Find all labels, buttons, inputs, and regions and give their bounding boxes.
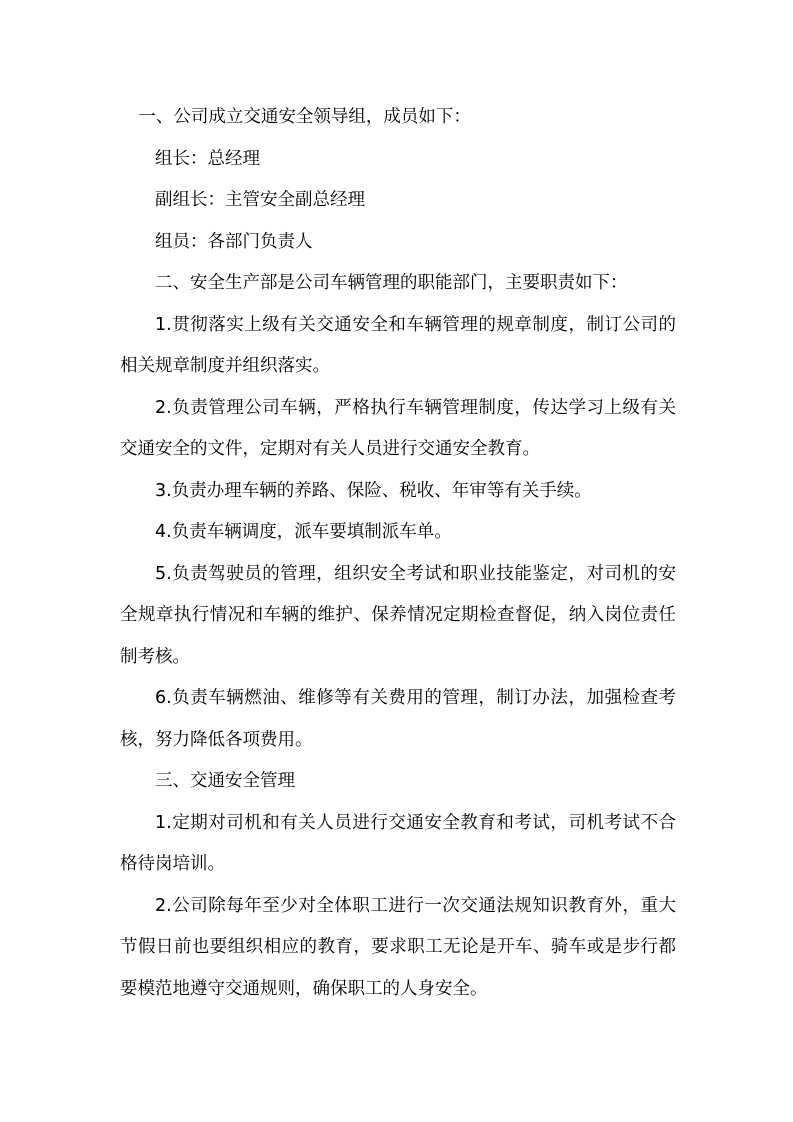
section-heading-safety-department: 二、安全生产部是公司车辆管理的职能部门，主要职责如下： [155,273,628,293]
paragraph-duty-1: 1.贯彻落实上级有关交通安全和车辆管理的规章制度，制订公司的相关规章制度并组织落实。 [120,314,676,376]
section-heading-traffic-safety: 三、交通安全管理 [155,771,295,791]
paragraph-group-members: 组员：各部门负责人 [155,231,313,252]
paragraph-duty-2: 2.负责管理公司车辆，严格执行车辆管理制度，传达学习上级有关交通安全的文件，定期对有关人员进行交通安全教育。 [120,397,676,459]
document-body [120,97,676,1010]
paragraph-management-1: 1.定期对司机和有关人员进行交通安全教育和考试，司机考试不合格待岗培训。 [120,812,676,874]
paragraph-duty-4: 4.负责车辆调度，派车要填制派车单。 [155,522,452,542]
paragraph-management-2: 2.公司除每年至少对全体职工进行一次交通法规知识教育外，重大节假日前也要组织相应的教育，要求职工无论是开车、骑车或是步行都要模范地遵守交通规则，确保职工的人身安全。 [120,895,676,999]
paragraph-duty-6: 6.负责车辆燃油、维修等有关费用的管理，制订办法，加强检查考核，努力降低各项费用。 [120,688,676,750]
paragraph-duty-3: 3.负责办理车辆的养路、保险、税收、年审等有关手续。 [155,480,592,501]
section-heading-leadership-group: 一、公司成立交通安全领导组，成员如下： [138,107,471,127]
paragraph-deputy-leader: 副组长：主管安全副总经理 [155,190,365,210]
paragraph-duty-5: 5.负责驾驶员的管理，组织安全考试和职业技能鉴定，对司机的安全规章执行情况和车辆的维护、保养情况定期检查督促，纳入岗位责任制考核。 [120,563,676,667]
paragraph-group-leader: 组长：总经理 [155,148,260,169]
